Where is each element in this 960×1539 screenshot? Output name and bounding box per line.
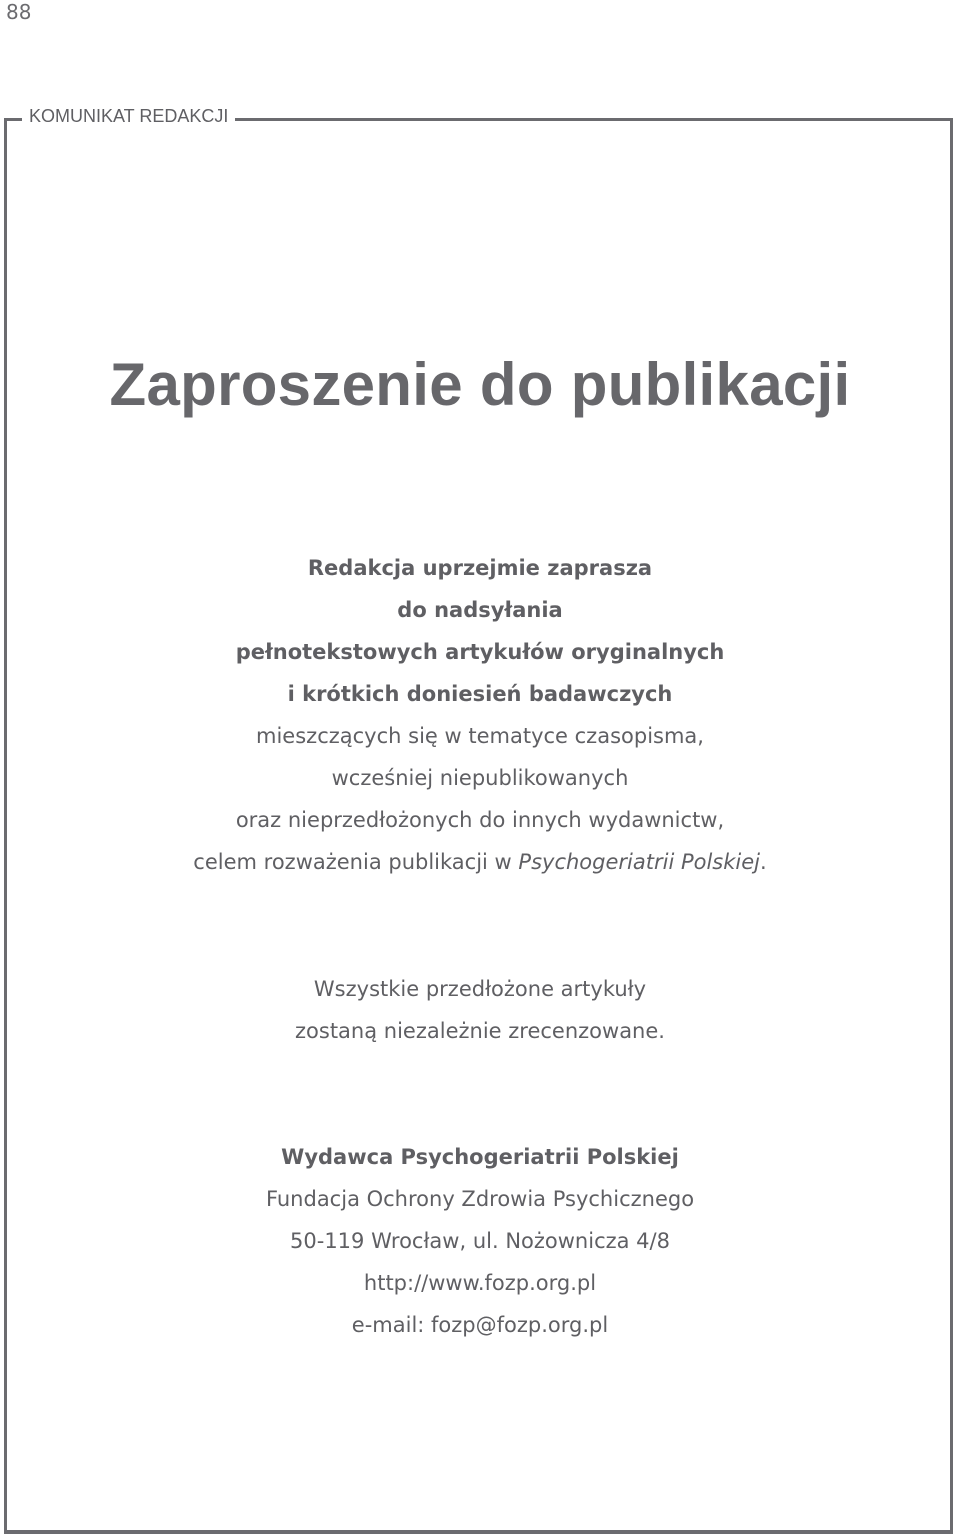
invitation-line: do nadsyłania <box>397 598 563 622</box>
invitation-line: wcześniej niepublikowanych <box>331 766 629 790</box>
page-number: 88 <box>6 0 32 24</box>
section-label: KOMUNIKAT REDAKCJI <box>22 106 235 127</box>
invitation-text <box>0 551 960 887</box>
publisher-heading: Wydawca Psychogeriatrii Polskiej <box>281 1145 679 1169</box>
publisher-website-link[interactable]: http://www.fozp.org.pl <box>363 1271 597 1295</box>
page-title: Zaproszenie do publikacji <box>109 351 851 418</box>
publisher-email-link[interactable]: e-mail: fozp@fozp.org.pl <box>351 1313 609 1337</box>
review-note <box>0 972 960 1056</box>
review-line: Wszystkie przedłożone artykuły <box>313 977 647 1001</box>
journal-name: Psychogeriatrii Polskiej <box>518 850 760 874</box>
invitation-line: i krótkich doniesień badawczych <box>287 682 673 706</box>
invitation-line: oraz nieprzedłożonych do innych wydawnictw, <box>235 808 725 832</box>
invitation-line: Redakcja uprzejmie zaprasza <box>307 556 653 580</box>
invitation-line: pełnotekstowych artykułów oryginalnych <box>235 640 725 664</box>
publisher-name: Fundacja Ochrony Zdrowia Psychicznego <box>265 1187 695 1211</box>
invitation-last-line-prefix: celem rozważenia publikacji w <box>193 850 519 874</box>
invitation-last-line-suffix: . <box>760 850 767 874</box>
publisher-info <box>0 1140 960 1350</box>
invitation-last-line <box>0 845 960 887</box>
review-line: zostaną niezależnie zrecenzowane. <box>295 1019 665 1043</box>
invitation-line: mieszczących się w tematyce czasopisma, <box>256 724 704 748</box>
publisher-address: 50-119 Wrocław, ul. Nożownicza 4/8 <box>290 1229 670 1253</box>
